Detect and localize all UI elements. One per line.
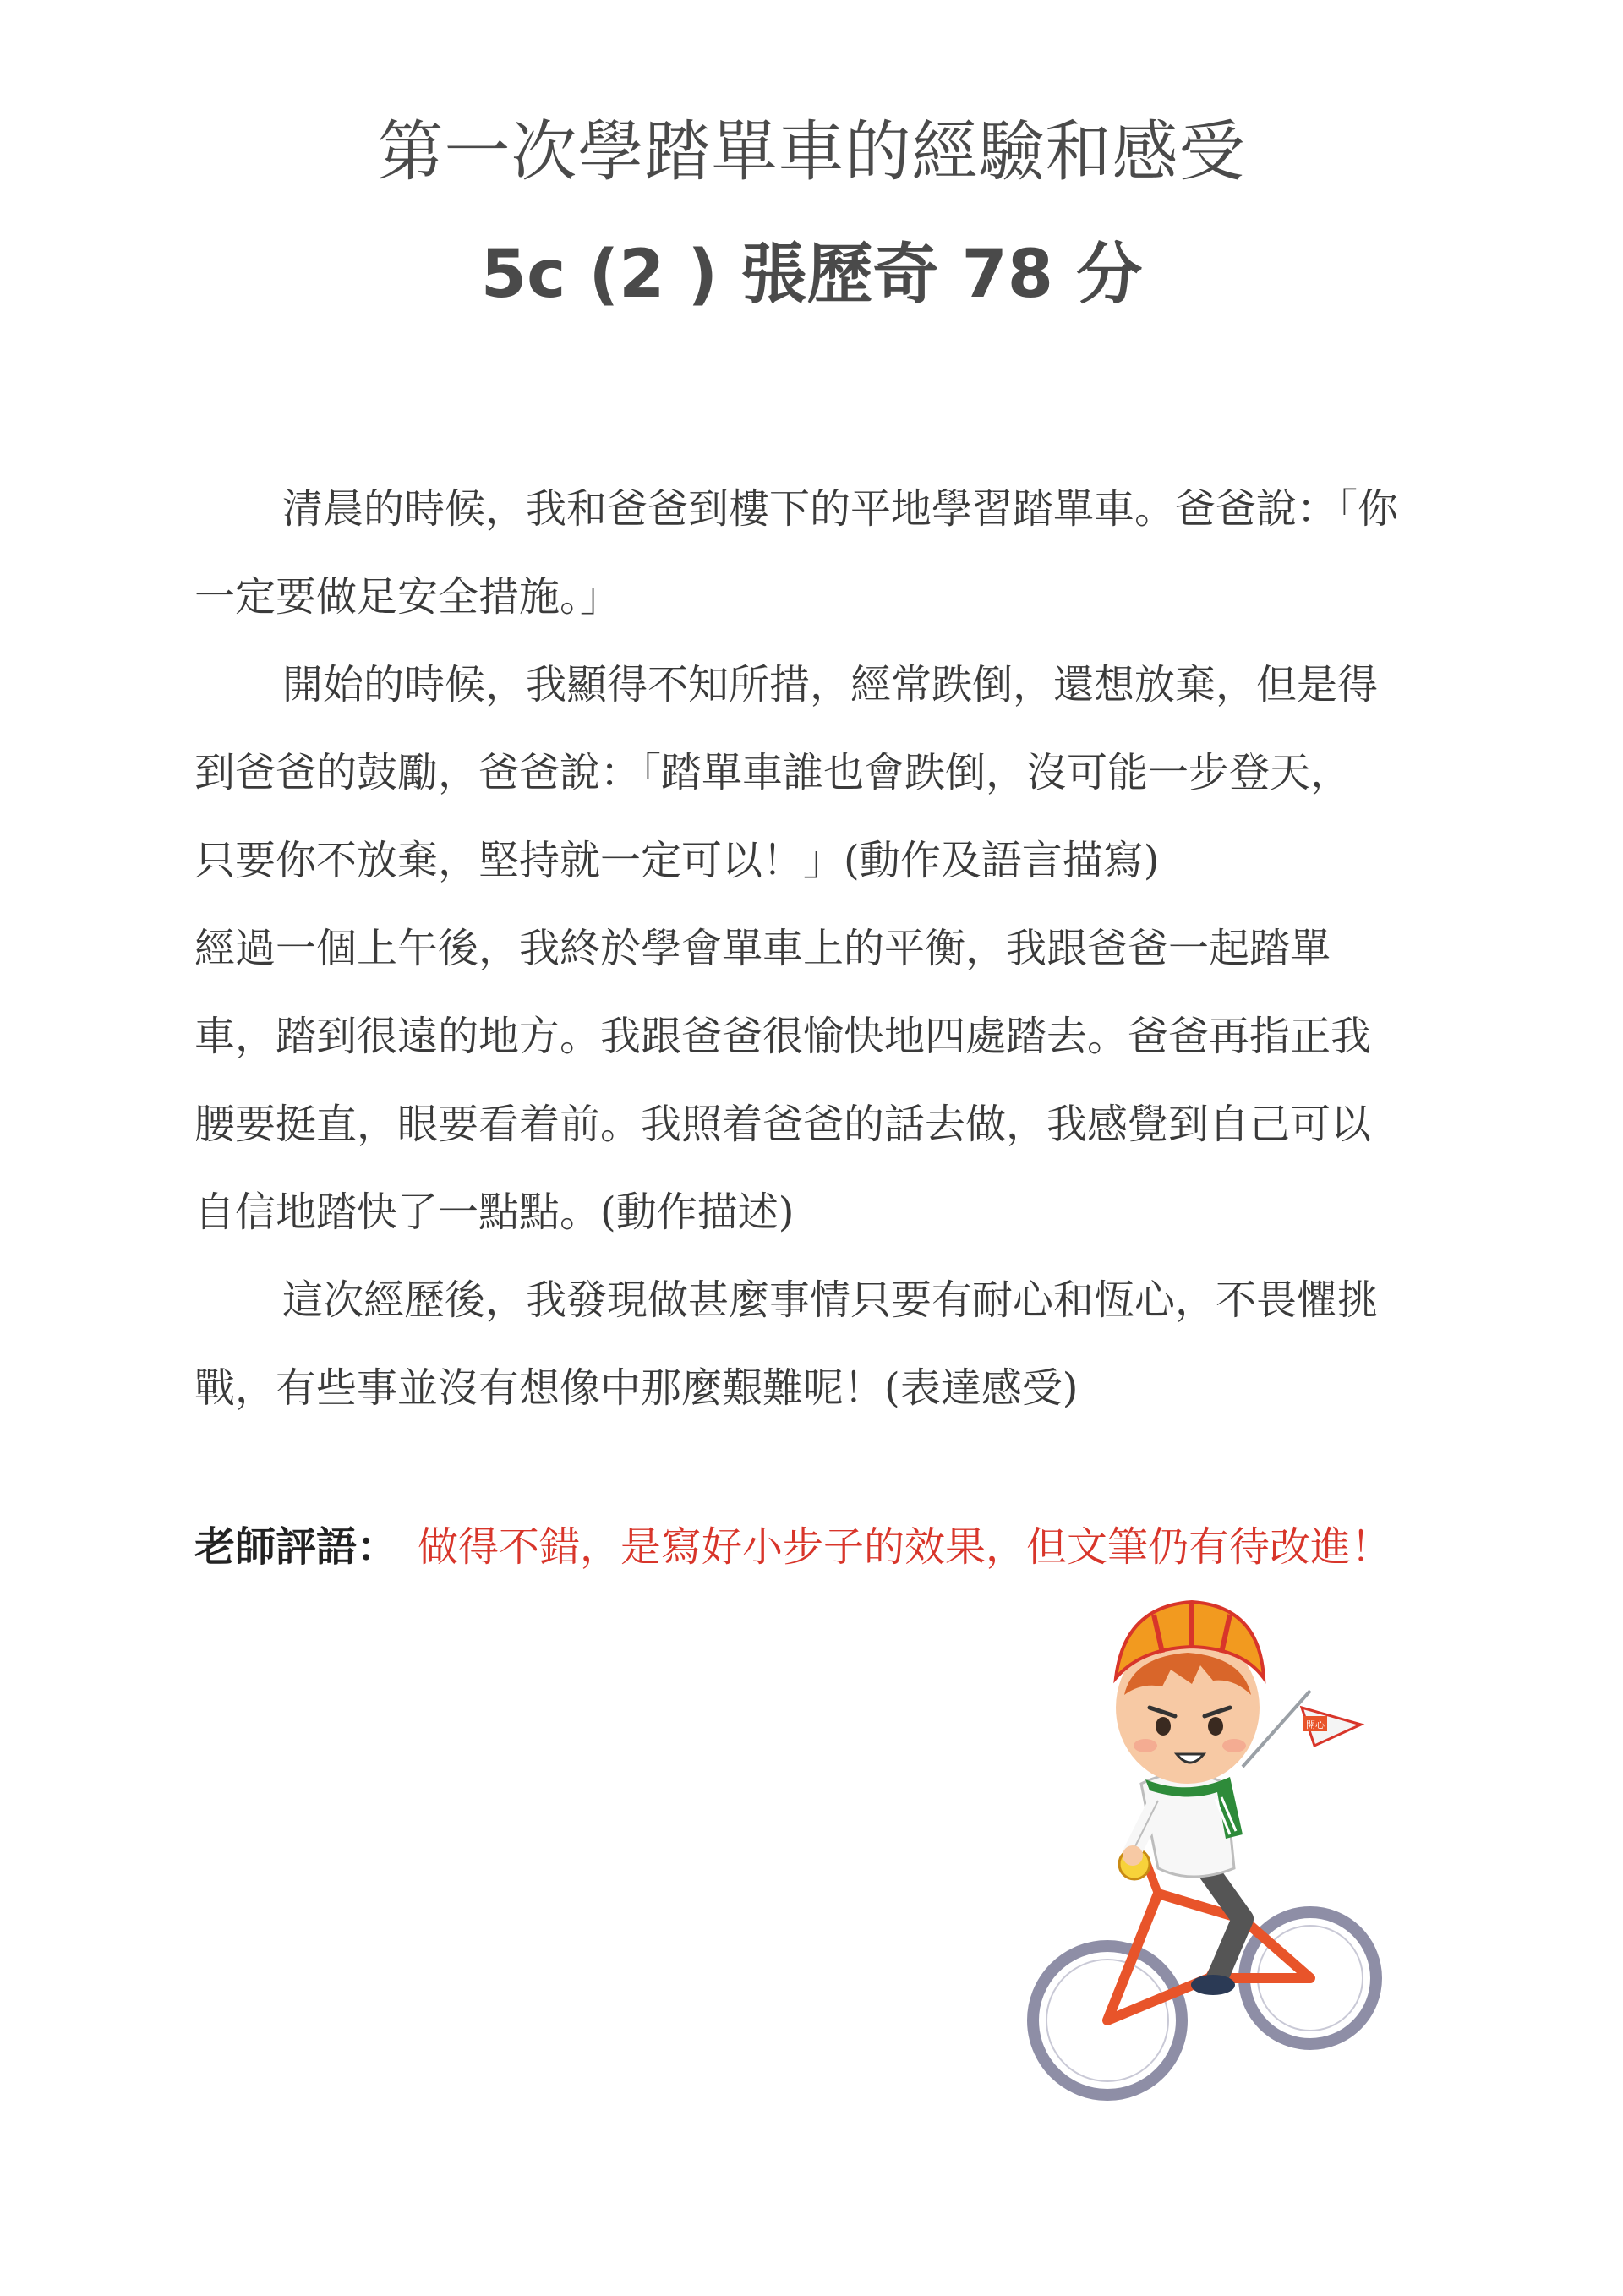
essay-line: 這次經歷後，我發現做甚麼事情只要有耐心和恆心，不畏懼挑: [282, 1276, 1379, 1324]
essay-line: 車，踏到很遠的地方。我跟爸爸很愉快地四處踏去。爸爸再指正我: [194, 1013, 1372, 1060]
boy-hand: [1123, 1845, 1143, 1866]
essay-line: 只要你不放棄，堅持就一定可以！」(動作及語言描寫): [194, 837, 1160, 884]
essay-line: 腰要挺直，眼要看着前。我照着爸爸的話去做，我感覺到自己可以: [194, 1101, 1372, 1148]
bike-frame: [1107, 1894, 1310, 2020]
essay-line: 戰，有些事並沒有想像中那麼艱難呢！(表達感受): [194, 1364, 1079, 1412]
essay-line: 經過一個上午後，我終於學會單車上的平衡，我跟爸爸一起踏單: [194, 925, 1331, 972]
teacher-comment-text: 做得不錯，是寫好小步子的效果，但文筆仍有待改進！: [418, 1523, 1392, 1571]
boy-riding-bicycle-icon: [989, 1581, 1412, 2105]
boy-leg: [1200, 1860, 1243, 1978]
essay-line: 到爸爸的鼓勵，爸爸說：「踏單車誰也會跌倒，沒可能一步登天，: [194, 749, 1352, 796]
teacher-comment: [194, 1513, 1391, 1581]
essay-line: 清晨的時候，我和爸爸到樓下的平地學習踏單車。爸爸說：「你: [282, 485, 1399, 533]
teacher-comment-label: 老師評語：: [194, 1523, 398, 1571]
boy-shoe: [1191, 1975, 1235, 1995]
essay-title: 第一次學踏單車的經驗和感受: [377, 114, 1246, 190]
essay-line: 自信地踏快了一點點。(動作描述): [194, 1189, 795, 1236]
flag-text: 開心: [1306, 1719, 1325, 1730]
essay-line: 開始的時候，我顯得不知所措，經常跌倒，還想放棄，但是得: [282, 661, 1379, 708]
boy-eye: [1156, 1717, 1171, 1736]
essay-body: [194, 465, 1462, 1432]
essay-line: 一定要做足安全措施。」: [194, 573, 621, 620]
essay-subtitle: 5c (2 ) 張歷奇 78 分: [480, 237, 1143, 313]
